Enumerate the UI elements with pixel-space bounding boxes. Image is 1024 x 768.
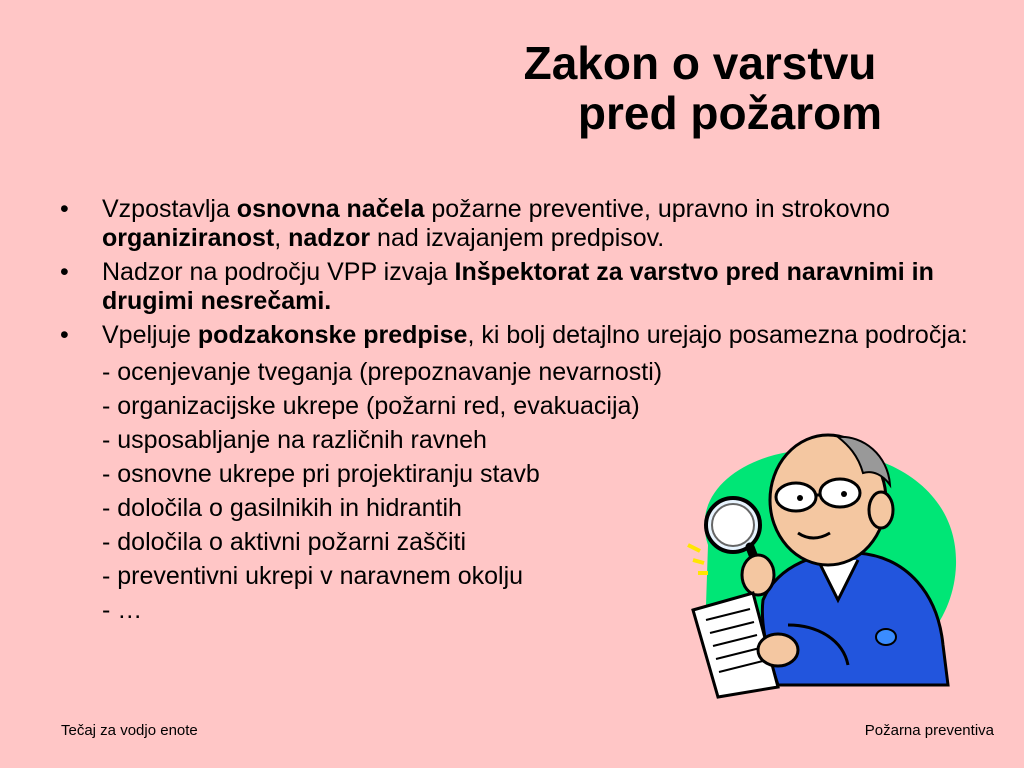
title-line-1: Zakon o varstvu bbox=[523, 37, 877, 89]
text: , bbox=[274, 224, 289, 252]
text: nad izvajanjem predpisov. bbox=[370, 224, 665, 252]
bullet-item bbox=[60, 321, 980, 350]
bullet-list bbox=[60, 195, 980, 350]
bullet-item bbox=[60, 258, 980, 316]
bullet-item bbox=[60, 195, 980, 253]
bold-text: Inšpektorat za varstvo pred naravnimi in drugimi nesrečami. bbox=[102, 258, 934, 315]
sub-item: - določila o aktivni požarni zaščiti bbox=[102, 528, 467, 556]
bold-text: nadzor bbox=[288, 224, 371, 252]
slide-title bbox=[470, 38, 950, 138]
text: Nadzor na področju VPP izvaja bbox=[102, 258, 455, 286]
bold-text: organiziranost bbox=[102, 224, 275, 252]
bullet-dot: • bbox=[60, 321, 69, 349]
sub-item: - preventivni ukrepi v naravnem okolju bbox=[102, 562, 524, 590]
text: Vzpostavlja bbox=[102, 195, 237, 223]
bullet-dot: • bbox=[60, 258, 69, 286]
bold-text: osnovna načela bbox=[236, 195, 425, 223]
text: , ki bolj detajlno urejajo posamezna področja: bbox=[467, 321, 968, 349]
sub-item: - usposabljanje na različnih ravneh bbox=[102, 426, 487, 454]
footer-left: Tečaj za vodjo enote bbox=[61, 722, 198, 739]
text: Vpeljuje bbox=[102, 321, 198, 349]
sub-item: - določila o gasilnikih in hidrantih bbox=[102, 494, 462, 522]
title-line-2: pred požarom bbox=[577, 87, 883, 139]
sub-item: - osnovne ukrepe pri projektiranju stavb bbox=[102, 460, 540, 488]
text: požarne preventive, upravno in strokovno bbox=[424, 195, 890, 223]
bullet-dot: • bbox=[60, 195, 69, 223]
inspector-with-magnifier-icon bbox=[668, 425, 968, 700]
sub-item: - … bbox=[102, 596, 143, 624]
sub-item: - organizacijske ukrepe (požarni red, evakuacija) bbox=[102, 392, 640, 420]
bold-text: podzakonske predpise bbox=[197, 321, 468, 349]
sub-item: - ocenjevanje tveganja (prepoznavanje nevarnosti) bbox=[102, 358, 663, 386]
footer-right: Požarna preventiva bbox=[864, 722, 994, 739]
